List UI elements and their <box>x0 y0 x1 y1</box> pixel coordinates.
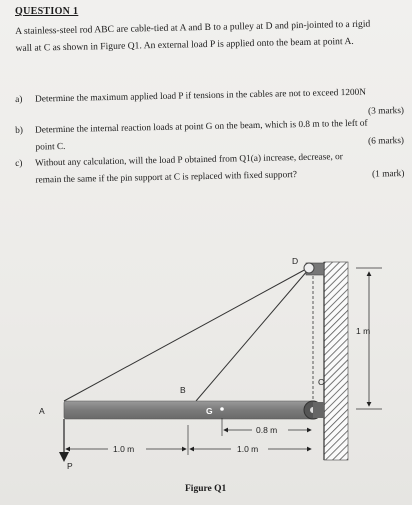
dim-label-1m-left: 1.0 m <box>113 444 135 454</box>
question-title: QUESTION 1 <box>15 6 79 17</box>
item-text-line-2: remain the same if the pin support at C is replaced with fixed support? <box>35 170 298 186</box>
point-g-marker <box>220 407 224 411</box>
label-c: C <box>318 377 325 387</box>
cable-b-d <box>196 270 308 401</box>
pulley-d <box>304 263 314 273</box>
item-a-marks: (3 marks) <box>368 106 405 117</box>
item-text-line-1: Determine the maximum applied load P if tensions in the cables are not to exceed 1200N <box>35 87 367 105</box>
item-b-marks: (6 marks) <box>368 136 405 147</box>
item-text-line-2: point C. <box>35 141 66 153</box>
item-text-line-1: Without any calculation, will the load P obtained from Q1(a) increase, decrease, or <box>35 152 343 169</box>
dim-label-08m: 0.8 m <box>256 425 278 435</box>
label-b: B <box>180 385 186 395</box>
item-label: b) <box>15 125 23 136</box>
dim-label-1m-vertical: 1 m <box>356 326 371 336</box>
figure-caption: Figure Q1 <box>185 484 227 494</box>
item-c-marks: (1 mark) <box>371 169 405 180</box>
rigid-wall <box>324 262 348 460</box>
item-label: a) <box>15 94 23 105</box>
cable-a-d <box>64 268 308 401</box>
label-d: D <box>292 256 299 266</box>
beam-abc <box>64 401 315 419</box>
item-text-line-1: Determine the internal reaction loads at point G on the beam, which is 0.8 m to the left of <box>35 118 368 136</box>
label-g: G <box>206 406 213 416</box>
label-p: P <box>67 461 73 471</box>
dim-label-1m-right: 1.0 m <box>237 444 259 454</box>
intro-line-1: A stainless-steel rod ABC are cable-tied at A and B to a pulley at D and pin-jointed to a rigid <box>15 18 371 37</box>
item-label: c) <box>15 158 23 169</box>
intro-line-2: wall at C as shown in Figure Q1. An external load P is applied onto the beam at point A. <box>15 35 354 54</box>
label-a: A <box>39 406 45 416</box>
